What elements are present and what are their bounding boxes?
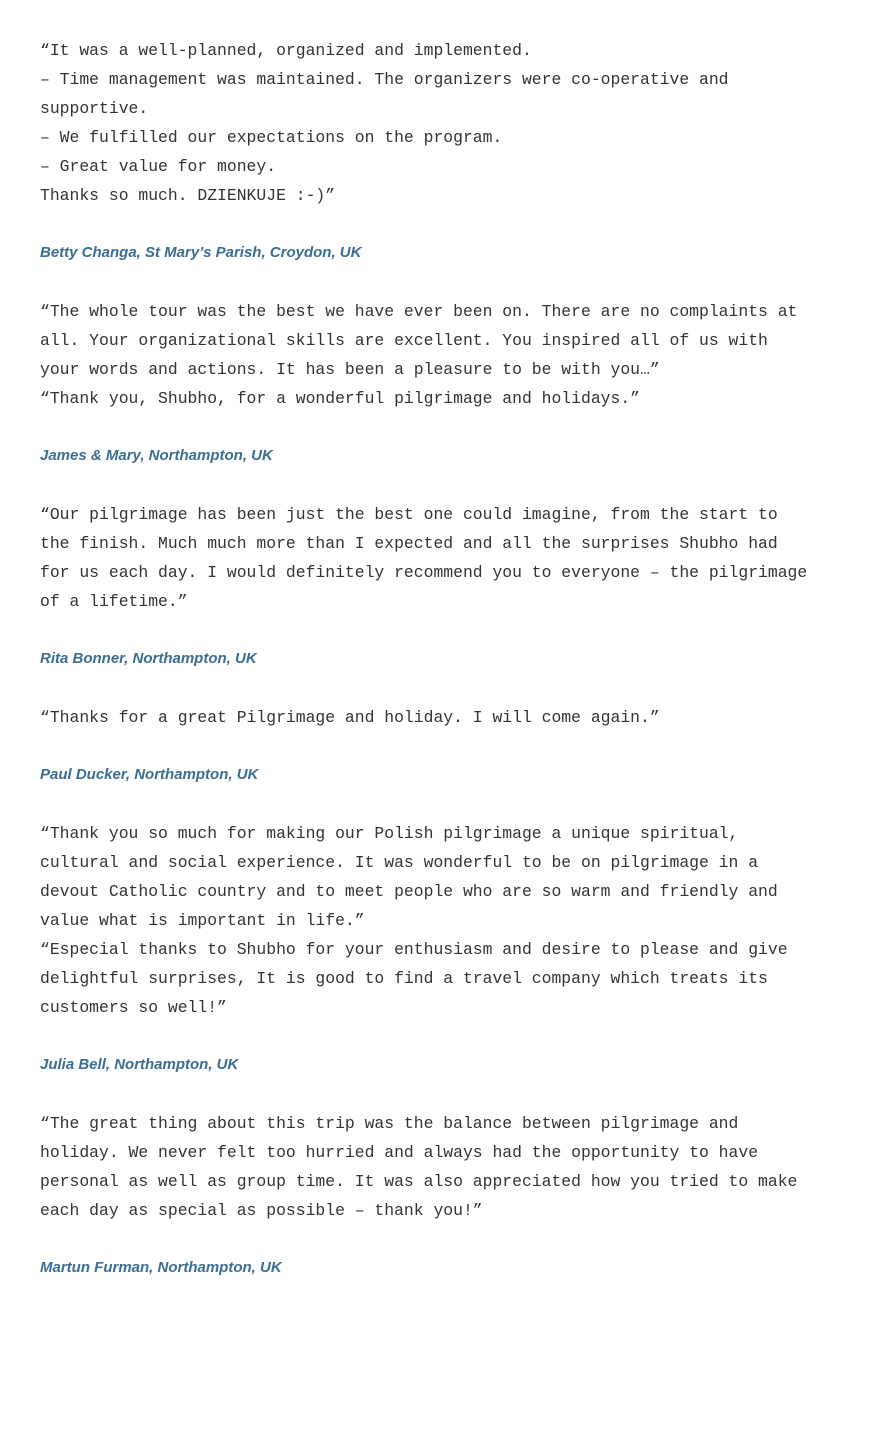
quote-line: “Thank you so much for making our Polish pilgrimage a unique spiritual, [40, 824, 739, 843]
quote-line: “The whole tour was the best we have ever been on. There are no complaints at [40, 302, 798, 321]
testimonial-author: James & Mary, Northampton, UK [40, 447, 273, 464]
quote-line: all. Your organizational skills are excellent. You inspired all of us with [40, 331, 768, 350]
quote-line: cultural and social experience. It was wonderful to be on pilgrimage in a [40, 853, 759, 872]
quote-line: “Especial thanks to Shubho for your enthusiasm and desire to please and give [40, 940, 788, 959]
testimonial-quote [40, 297, 850, 413]
testimonial [40, 297, 850, 500]
testimonials-page [40, 36, 850, 1278]
quote-line: for us each day. I would definitely recommend you to everyone – the pilgrimage [40, 563, 808, 582]
testimonial-quote [40, 819, 850, 1022]
testimonial-author: Betty Changa, St Mary’s Parish, Croydon, UK [40, 244, 362, 261]
testimonial-quote [40, 500, 850, 616]
quote-line: supportive. [40, 99, 149, 118]
testimonial-author: Julia Bell, Northampton, UK [40, 1056, 239, 1073]
quote-line: “Thank you, Shubho, for a wonderful pilgrimage and holidays.” [40, 389, 640, 408]
quote-line: Thanks so much. DZIENKUJE :-)” [40, 186, 336, 205]
quote-line: – Great value for money. [40, 157, 277, 176]
quote-line: – Time management was maintained. The organizers were co-operative and [40, 70, 729, 89]
testimonial [40, 500, 850, 703]
quote-line: “It was a well-planned, organized and implemented. [40, 41, 532, 60]
quote-line: value what is important in life.” [40, 911, 365, 930]
quote-line: each day as special as possible – thank you!” [40, 1201, 483, 1220]
quote-line: “Thanks for a great Pilgrimage and holiday. I will come again.” [40, 708, 660, 727]
quote-line: of a lifetime.” [40, 592, 188, 611]
testimonial-quote [40, 703, 850, 732]
testimonial [40, 703, 850, 819]
testimonial [40, 1109, 850, 1278]
testimonial-author: Paul Ducker, Northampton, UK [40, 766, 259, 783]
testimonial [40, 819, 850, 1109]
testimonial-author: Rita Bonner, Northampton, UK [40, 650, 257, 667]
quote-line: your words and actions. It has been a pleasure to be with you…” [40, 360, 660, 379]
testimonial-quote [40, 1109, 850, 1225]
quote-line: devout Catholic country and to meet people who are so warm and friendly and [40, 882, 778, 901]
quote-line: customers so well!” [40, 998, 227, 1017]
quote-line: “Our pilgrimage has been just the best one could imagine, from the start to [40, 505, 778, 524]
quote-line: personal as well as group time. It was also appreciated how you tried to make [40, 1172, 798, 1191]
testimonial-quote [40, 36, 850, 210]
quote-line: holiday. We never felt too hurried and always had the opportunity to have [40, 1143, 759, 1162]
quote-line: the finish. Much much more than I expected and all the surprises Shubho had [40, 534, 778, 553]
quote-line: – We fulfilled our expectations on the program. [40, 128, 503, 147]
quote-line: delightful surprises, It is good to find a travel company which treats its [40, 969, 768, 988]
quote-line: “The great thing about this trip was the balance between pilgrimage and [40, 1114, 739, 1133]
testimonial [40, 36, 850, 297]
testimonial-author: Martun Furman, Northampton, UK [40, 1259, 282, 1276]
